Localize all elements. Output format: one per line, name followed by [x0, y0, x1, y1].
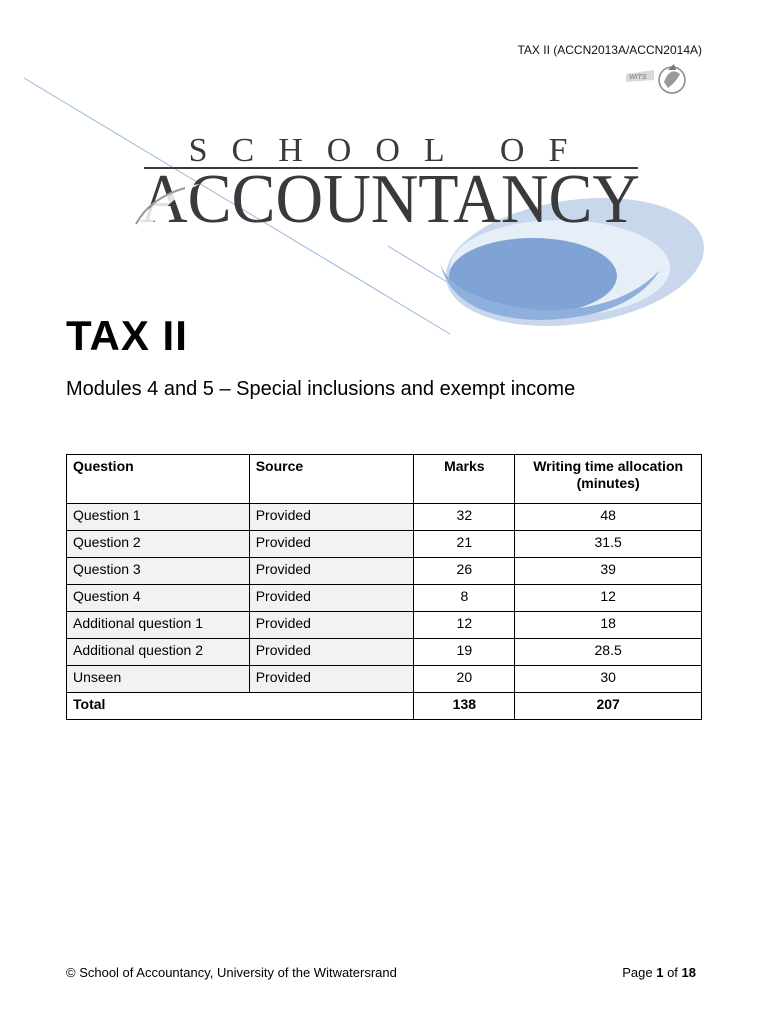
cell-source: Provided [249, 558, 414, 585]
footer-page-number [622, 965, 696, 980]
table-row [67, 612, 702, 639]
table-row [67, 558, 702, 585]
cell-source: Provided [249, 585, 414, 612]
cell-question: Unseen [67, 666, 250, 693]
document-title: TAX II [66, 312, 188, 359]
cell-question: Question 4 [67, 585, 250, 612]
cell-marks: 12 [414, 612, 515, 639]
cell-marks: 20 [414, 666, 515, 693]
cell-source: Provided [249, 531, 414, 558]
table-row [67, 639, 702, 666]
cell-time: 30 [515, 666, 702, 693]
table-row [67, 504, 702, 531]
course-code-header: TAX II (ACCN2013A/ACCN2014A) [517, 43, 702, 57]
cell-source: Provided [249, 504, 414, 531]
cell-marks: 8 [414, 585, 515, 612]
logo-line2: ACCOUNTANCY [140, 161, 640, 238]
cell-question: Additional question 1 [67, 612, 250, 639]
logo-line1: SCHOOL OF [188, 132, 592, 169]
cell-marks: 26 [414, 558, 515, 585]
page-total: 18 [681, 965, 696, 980]
cell-time: 18 [515, 612, 702, 639]
cell-question: Additional question 2 [67, 639, 250, 666]
cell-source: Provided [249, 612, 414, 639]
total-time: 207 [515, 693, 702, 720]
table-row [67, 585, 702, 612]
table-row [67, 531, 702, 558]
page-current: 1 [656, 965, 664, 980]
cell-time: 31.5 [515, 531, 702, 558]
wits-logo-text: WITS [629, 74, 647, 81]
table-total-row [67, 693, 702, 720]
cell-marks: 32 [414, 504, 515, 531]
cell-source: Provided [249, 666, 414, 693]
header-marks: Marks [414, 455, 515, 504]
table-header-row [67, 455, 702, 504]
cell-time: 39 [515, 558, 702, 585]
header-source: Source [249, 455, 414, 504]
cell-question: Question 2 [67, 531, 250, 558]
question-marks-table [66, 454, 702, 720]
cell-time: 48 [515, 504, 702, 531]
school-of-accountancy-logo [130, 128, 650, 238]
cell-time: 12 [515, 585, 702, 612]
total-label: Total [67, 693, 414, 720]
footer-copyright: © School of Accountancy, University of the Witwatersrand [66, 965, 397, 980]
total-marks: 138 [414, 693, 515, 720]
cell-time: 28.5 [515, 639, 702, 666]
cell-source: Provided [249, 639, 414, 666]
header-question: Question [67, 455, 250, 504]
cell-marks: 21 [414, 531, 515, 558]
cell-question: Question 3 [67, 558, 250, 585]
cell-marks: 19 [414, 639, 515, 666]
page-word: Page [622, 965, 653, 980]
cell-question: Question 1 [67, 504, 250, 531]
document-subtitle: Modules 4 and 5 – Special inclusions and exempt income [66, 378, 576, 400]
table-row [67, 666, 702, 693]
header-writing-time: Writing time allocation (minutes) [515, 455, 702, 504]
page-of: of [667, 965, 678, 980]
